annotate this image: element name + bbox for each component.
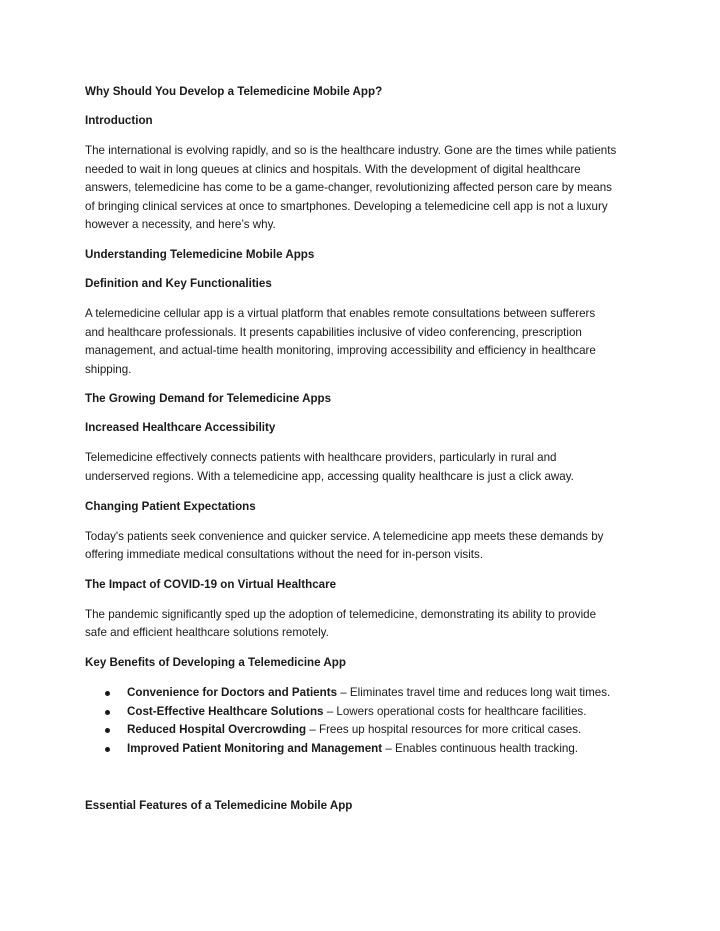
paragraph-line: safe and efficient healthcare solutions remotely. <box>85 626 329 640</box>
expectations-heading: Changing Patient Expectations <box>85 499 256 513</box>
covid-paragraph <box>85 606 645 643</box>
bullet-icon <box>105 747 110 752</box>
paragraph-line: needed to wait in long queues at clinics and hospitals. With the development of digital healthcare <box>85 162 581 176</box>
introduction-heading: Introduction <box>85 114 153 127</box>
paragraph-line: of bringing clinical services at once to smartphones. Developing a telemedicine cell app is not a luxury <box>85 199 608 213</box>
list-item <box>85 684 645 703</box>
expectations-paragraph <box>85 528 645 565</box>
paragraph-line: The pandemic significantly sped up the adoption of telemedicine, demonstrating its ability to provide <box>85 607 597 621</box>
introduction-paragraph <box>85 142 645 235</box>
document-title: Why Should You Develop a Telemedicine Mobile App? <box>85 85 383 98</box>
benefit-title: Cost-Effective Healthcare Solutions <box>127 704 324 718</box>
growing-demand-heading: The Growing Demand for Telemedicine Apps <box>85 392 332 406</box>
list-item <box>85 740 645 759</box>
document-page <box>85 84 645 827</box>
understanding-heading: Understanding Telemedicine Mobile Apps <box>85 247 315 261</box>
definition-heading: Definition and Key Functionalities <box>85 276 272 290</box>
paragraph-line: and healthcare professionals. It presents capabilities inclusive of video conferencing, prescription <box>85 325 582 339</box>
benefit-description: – Lowers operational costs for healthcare facilities. <box>323 704 587 718</box>
bullet-icon <box>105 710 110 715</box>
paragraph-line: answers, telemedicine has come to be a game-changer, revolutionizing affected person care by means <box>85 181 612 195</box>
paragraph-line: shipping. <box>85 362 132 376</box>
paragraph-line: A telemedicine cellular app is a virtual platform that enables remote consultations between sufferers <box>85 306 596 320</box>
benefit-description: – Eliminates travel time and reduces long wait times. <box>337 685 611 699</box>
paragraph-line: underserved regions. With a telemedicine app, accessing quality healthcare is just a click away. <box>85 469 574 483</box>
benefit-title: Improved Patient Monitoring and Management <box>127 741 383 755</box>
covid-heading: The Impact of COVID-19 on Virtual Healthcare <box>85 577 337 591</box>
bullet-icon <box>105 728 110 733</box>
paragraph-line: offering immediate medical consultations without the need for in-person visits. <box>85 548 484 562</box>
paragraph-line: The international is evolving rapidly, and so is the healthcare industry. Gone are the times while patients <box>85 144 617 157</box>
benefit-description: – Enables continuous health tracking. <box>382 741 579 755</box>
paragraph-line: management, and actual-time health monitoring, improving accessibility and efficiency in healthcare <box>85 344 596 358</box>
benefit-title: Reduced Hospital Overcrowding <box>127 723 307 737</box>
accessibility-paragraph <box>85 449 645 486</box>
accessibility-heading: Increased Healthcare Accessibility <box>85 421 276 435</box>
benefit-description: – Frees up hospital resources for more critical cases. <box>306 723 582 737</box>
benefits-heading: Key Benefits of Developing a Telemedicine App <box>85 655 346 669</box>
benefits-list <box>85 684 645 758</box>
list-item <box>85 721 645 740</box>
list-item <box>85 703 645 722</box>
paragraph-line: Telemedicine effectively connects patients with healthcare providers, particularly in rural and <box>85 451 557 465</box>
paragraph-line: however a necessity, and here’s why. <box>85 218 276 232</box>
bullet-icon <box>105 691 110 696</box>
definition-paragraph <box>85 305 645 379</box>
features-heading: Essential Features of a Telemedicine Mobile App <box>85 799 353 813</box>
benefit-title: Convenience for Doctors and Patients <box>127 685 338 699</box>
paragraph-line: Today's patients seek convenience and quicker service. A telemedicine app meets these demands by <box>85 529 604 543</box>
